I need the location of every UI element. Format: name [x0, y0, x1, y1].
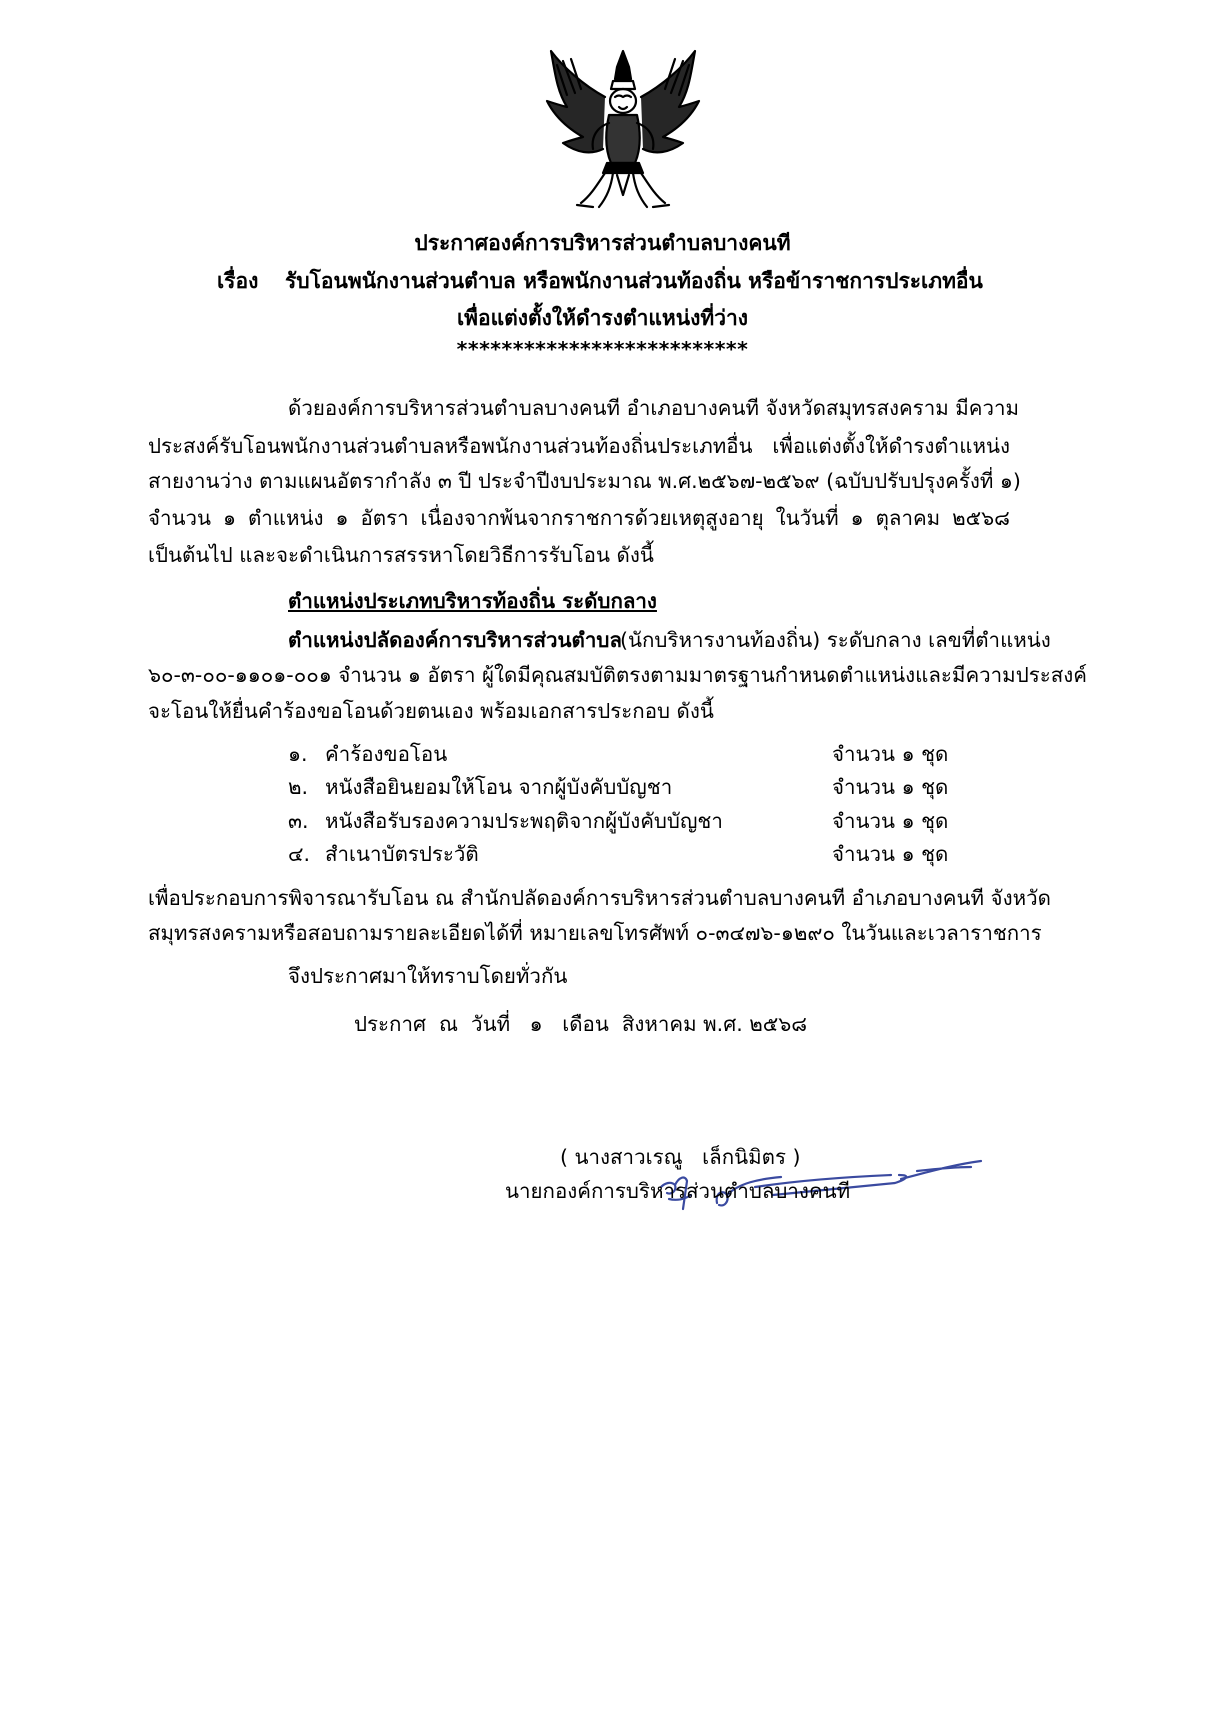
- document-name: คำร้องขอโอน: [325, 742, 448, 766]
- paragraph-3-line: เพื่อประกอบการพิจารณารับโอน ณ สำนักปลัดองค์การบริหารส่วนตำบลบางคนที อำเภอบางคนที จังหวัด: [148, 886, 1051, 910]
- page-title: ประกาศองค์การบริหารส่วนตำบลบางคนที: [414, 231, 791, 255]
- paragraph-1-line: สายงานว่าง ตามแผนอัตรากำลัง ๓ ปี ประจำปีงบประมาณ พ.ศ.๒๕๖๗-๒๕๖๙ (ฉบับปรับปรุงครั้งที่ ๑): [148, 469, 1021, 493]
- document-quantity: จำนวน ๑ ชุด: [832, 742, 949, 766]
- document-quantity: จำนวน ๑ ชุด: [832, 775, 949, 799]
- document-name: หนังสือรับรองความประพฤติจากผู้บังคับบัญชา: [325, 809, 723, 833]
- section-heading: ตำแหน่งประเภทบริหารท้องถิ่น ระดับกลาง: [288, 589, 657, 613]
- subject-label: เรื่อง: [217, 269, 259, 293]
- paragraph-3-line: สมุทรสงครามหรือสอบถามรายละเอียดได้ที่ หมายเลขโทรศัพท์ ๐-๓๔๗๖-๑๒๙๐ ในวันและเวลาราชการ: [148, 921, 1042, 945]
- title-divider: **************************: [456, 337, 749, 361]
- position-title: ตำแหน่งปลัดองค์การบริหารส่วนตำบล: [288, 628, 622, 652]
- document-quantity: จำนวน ๑ ชุด: [832, 809, 949, 833]
- paragraph-1-line: จำนวน ๑ ตำแหน่ง ๑ อัตรา เนื่องจากพ้นจากราชการด้วยเหตุสูงอายุ ในวันที่ ๑ ตุลาคม ๒๕๖๘: [148, 506, 1010, 530]
- document-number: ๔.: [288, 842, 311, 866]
- paragraph-1-line: เป็นต้นไป และจะดำเนินการสรรหาโดยวิธีการรับโอน ดังนี้: [148, 543, 654, 567]
- announcement-date: ประกาศ ณ วันที่ ๑ เดือน สิงหาคม พ.ศ. ๒๕๖๘: [354, 1012, 808, 1036]
- subject-line-1: รับโอนพนักงานส่วนตำบล หรือพนักงานส่วนท้องถิ่น หรือข้าราชการประเภทอื่น: [285, 269, 983, 293]
- document-number: ๒.: [288, 775, 309, 799]
- subject-line-2: เพื่อแต่งตั้งให้ดำรงตำแหน่งที่ว่าง: [456, 306, 749, 330]
- document-number: ๓.: [288, 809, 309, 833]
- paragraph-1-line: ด้วยองค์การบริหารส่วนตำบลบางคนที อำเภอบางคนที จังหวัดสมุทรสงคราม มีความ: [288, 396, 1019, 420]
- document-quantity: จำนวน ๑ ชุด: [832, 842, 949, 866]
- closing-statement: จึงประกาศมาให้ทราบโดยทั่วกัน: [288, 964, 568, 988]
- garuda-emblem-icon: [543, 45, 703, 213]
- position-line: จะโอนให้ยื่นคำร้องขอโอนด้วยตนเอง พร้อมเอกสารประกอบ ดังนี้: [148, 699, 714, 723]
- document-name: หนังสือยินยอมให้โอน จากผู้บังคับบัญชา: [325, 775, 673, 799]
- paragraph-1-line: ประสงค์รับโอนพนักงานส่วนตำบลหรือพนักงานส่วนท้องถิ่นประเภทอื่น เพื่อแต่งตั้งให้ดำรงตำแหน่ง: [148, 434, 1010, 458]
- position-line: ๖๐-๓-๐๐-๑๑๐๑-๐๐๑ จำนวน ๑ อัตรา ผู้ใดมีคุณสมบัติตรงตามมาตรฐานกำหนดตำแหน่งและมีความประสงค์: [148, 663, 1087, 687]
- document-name: สำเนาบัตรประวัติ: [325, 842, 479, 866]
- document-number: ๑.: [288, 742, 308, 766]
- position-line-1-rest: (นักบริหารงานท้องถิ่น) ระดับกลาง เลขที่ตำแหน่ง: [620, 628, 1051, 652]
- signatory-name: ( นางสาวเรณู เล็กนิมิตร ): [560, 1145, 801, 1169]
- signatory-position: นายกองค์การบริหารส่วนตำบลบางคนที: [505, 1179, 851, 1203]
